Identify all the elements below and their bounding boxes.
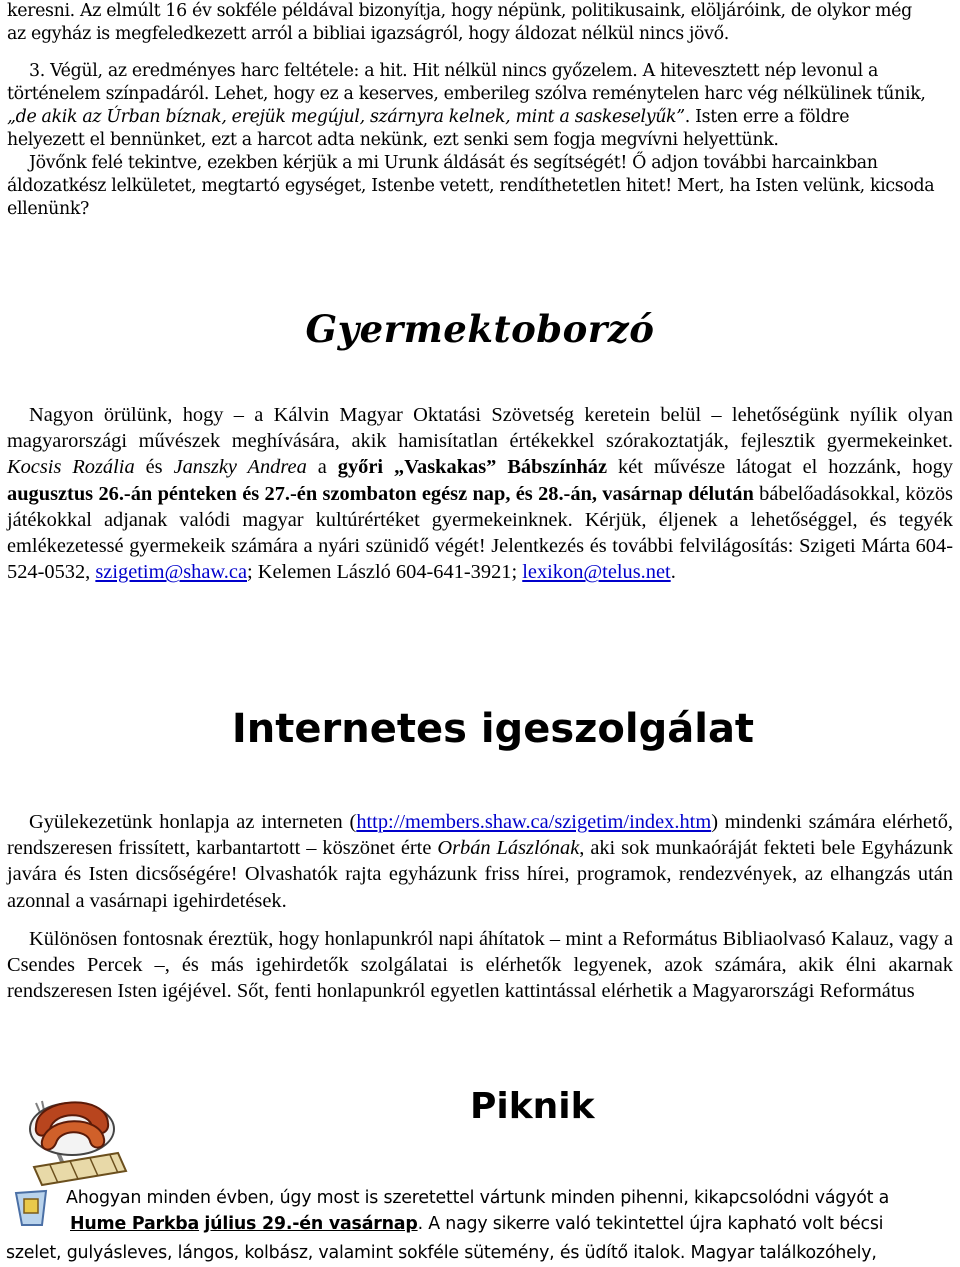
bible-quote: „de akik az Úrban bíznak, erejük megújul, szárnyra kelnek, mint a saskeselyűk”: [7, 107, 685, 127]
internet-text: Különösen fontosnak éreztük, hogy honlapunkról napi áhítatok – mint a Református Bibliaolvasó Kalauz, vagy a Csendes Percek –, és más igehirdetők szolgálatai is elérhetők legyenek, azok számára, akik élni akarnak rendszeresen Isten igéjével. Sőt, fenti honlapunkról egyetlen kattintással elérhetik a Magyarországi Református: [7, 928, 953, 1003]
intro-line: Jövőnk felé tekintve, ezekben kérjük a mi Urunk áldását és segítségét! Ő adjon további harcainkban: [29, 153, 878, 173]
picnic-date: július 29.-én vasárnap: [204, 1214, 418, 1234]
text-run: ) mindenki számára elérhető, rendszeresen frissített, karbantartott – köszönet érte: [7, 811, 953, 860]
homepage-link[interactable]: http://members.shaw.ca/szigetim/index.htm: [356, 811, 712, 833]
intro-section: [7, 0, 953, 46]
section-title-piknik: Piknik: [470, 1086, 595, 1127]
internet-text: [7, 809, 953, 914]
text-run: Nagyon örülünk, hogy – a Kálvin Magyar Oktatási Szövetség keretein belül – lehetőségünk nyílik olyan magyarországi művészek meghívására, akik hamisítatlan értékekkel szórakoztatják, fejlesztik gyermekeinket.: [7, 404, 953, 453]
intro-point-3: [7, 60, 953, 221]
section-title-gyermektoborzo: Gyermektoborzó: [305, 307, 655, 351]
intro-line: az egyház is megfeledkezett arról a bibliai igazságról, hogy áldozat nélkül nincs jövő.: [7, 24, 729, 44]
intro-line: történelem színpadáról. Lehet, hogy ez a keserves, emberileg szólva reménytelen harc vég nélkülinek tűnik,: [7, 84, 926, 104]
piknik-line: Ahogyan minden évben, úgy most is szeretettel vártunk minden pihenni, kikapcsolódni vágyót a: [66, 1188, 890, 1208]
gyermek-text: [7, 402, 953, 585]
intro-line: helyezett el bennünket, ezt a harcot adta nekünk, ezt senki sem fogja megvívni helyettünk.: [7, 130, 779, 150]
text-run: . A nagy sikerre való tekintettel újra kapható volt bécsi: [417, 1214, 884, 1234]
internet-paragraph-1: [7, 809, 953, 914]
piknik-line: [70, 1211, 883, 1237]
text-run: két művésze látogat el hozzánk, hogy: [607, 456, 953, 479]
artist-name: Janszky Andrea: [173, 456, 307, 479]
intro-line: ellenünk?: [7, 199, 90, 219]
artist-name: Kocsis Rozália: [7, 456, 135, 479]
email-link-szigeti[interactable]: szigetim@shaw.ca: [95, 561, 248, 584]
text-run: bábelőadásokkal, közös játékokkal adjanak valódi magyar kultúrértéket gyermekeinknek. Kérjük, éljenek a lehetőséggel, és tegyék emlékezetessé gyermekeik számára a nyári szünidő végét! Jelentkezés és további felvilágosítás: Szigeti Márta 604-524-0532,: [7, 482, 953, 584]
event-dates: augusztus 26.-án pénteken és 27.-én szombaton egész nap, és 28.-án, vasárnap délután: [7, 482, 754, 505]
text-run: és: [134, 456, 174, 479]
intro-line: keresni. Az elmúlt 16 év sokféle példával bizonyítja, hogy népünk, politikusaink, elöljáróink, de olykor még: [7, 1, 912, 21]
intro-text: . Isten erre a földre: [684, 107, 850, 127]
email-link-kelemen[interactable]: lexikon@telus.net: [522, 561, 671, 584]
text-run: ; Kelemen László 604-641-3921;: [247, 561, 523, 584]
text-run: , aki sok munkaóráját fekteti bele Egyházunk javára és Isten dicsőségére! Olvashatók rajta egyházunk friss hírei, programok, rendezvények, az elhangzás után azonnal a vasárnapi igehirdetések.: [7, 837, 953, 912]
piknik-line: szelet, gulyásleves, lángos, kolbász, valamint sokféle sütemény, és üdítő italok. Magyar találkozóhely,: [6, 1243, 877, 1263]
intro-line: [7, 106, 953, 129]
text-run: Gyülekezetünk honlapja az interneten (: [29, 811, 357, 833]
theatre-name: győri „Vaskakas” Bábszínház: [337, 456, 608, 479]
text-run: .: [670, 561, 676, 584]
intro-line: áldozatkész lelkületet, megtartó egységet, Istenbe vetett, rendíthetetlen hitet! Mert, ha Isten velünk, kicsoda: [7, 176, 935, 196]
section-title-internet: Internetes igeszolgálat: [231, 706, 755, 752]
picnic-place: Hume Parkba: [70, 1214, 200, 1234]
person-name: Orbán Lászlónak: [437, 837, 580, 860]
internet-paragraph-2: [7, 926, 953, 1005]
gyermek-paragraph: [7, 402, 953, 585]
text-run: a: [306, 456, 338, 479]
intro-line: 3. Végül, az eredményes harc feltétele: a hit. Hit nélkül nincs győzelem. A hitevesztett nép levonul a: [29, 61, 879, 81]
